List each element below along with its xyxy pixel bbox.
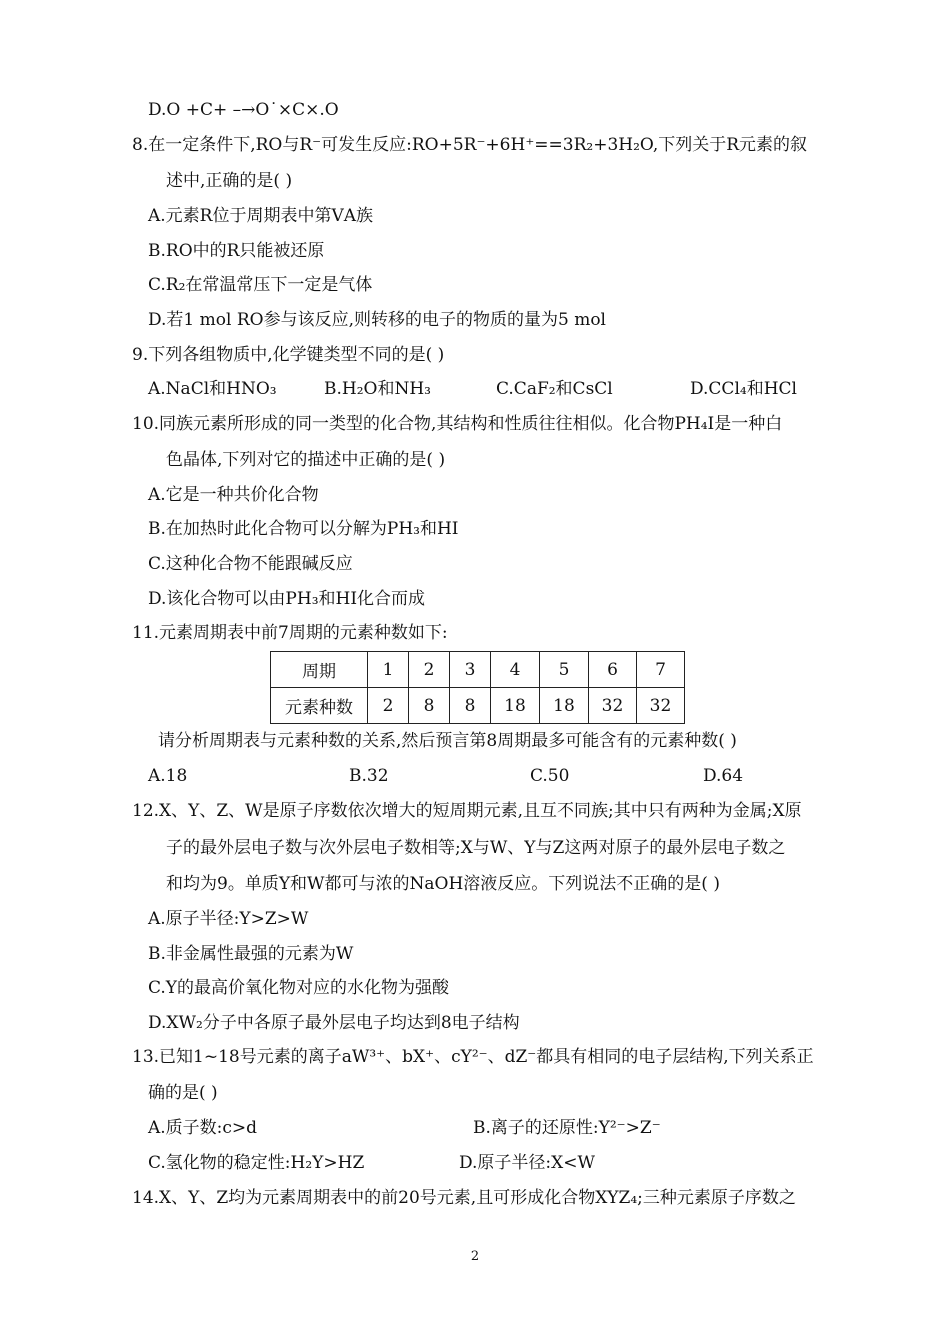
- table-cell: 4: [491, 652, 540, 688]
- q8-stem-cont: 述中,正确的是( ): [166, 171, 293, 191]
- table-cell: 2: [368, 688, 409, 724]
- q13-stem-cont: 确的是( ): [148, 1083, 218, 1103]
- q13-stem: 13.已知1~18号元素的离子aW³⁺、bX⁺、cY²⁻、dZ⁻都具有相同的电子层结构,下列关系正: [132, 1047, 814, 1067]
- q12-option-d: D.XW₂分子中各原子最外层电子均达到8电子结构: [148, 1013, 520, 1033]
- q9-option-b: B.H₂O和NH₃: [324, 379, 431, 399]
- q9-option-c: C.CaF₂和CsCl: [496, 379, 613, 399]
- table-label-count: 元素种数: [271, 688, 368, 724]
- table-cell: 8: [450, 688, 491, 724]
- table-cell: 7: [637, 652, 685, 688]
- q8-option-d: D.若1 mol RO参与该反应,则转移的电子的物质的量为5 mol: [148, 310, 606, 330]
- q10-option-b: B.在加热时此化合物可以分解为PH₃和HI: [148, 519, 459, 539]
- q8-option-c: C.R₂在常温常压下一定是气体: [148, 275, 373, 295]
- q12-stem-cont2: 和均为9。单质Y和W都可与浓的NaOH溶液反应。下列说法不正确的是( ): [166, 874, 720, 894]
- q12-stem: 12.X、Y、Z、W是原子序数依次增大的短周期元素,且互不同族;其中只有两种为金属;X原: [132, 801, 802, 821]
- q10-stem-cont: 色晶体,下列对它的描述中正确的是( ): [166, 450, 446, 470]
- q10-option-d: D.该化合物可以由PH₃和HI化合而成: [148, 589, 426, 609]
- q7-option-d: D.O +C+ –→O˙×C×.O: [148, 100, 339, 120]
- q11-after-text: 请分析周期表与元素种数的关系,然后预言第8周期最多可能含有的元素种数( ): [158, 731, 737, 751]
- q11-option-a: A.18: [148, 766, 188, 786]
- q8-option-a: A.元素R位于周期表中第ⅤA族: [148, 206, 374, 226]
- table-cell: 32: [589, 688, 637, 724]
- table-cell: 3: [450, 652, 491, 688]
- period-element-table: [270, 651, 685, 724]
- table-cell: 32: [637, 688, 685, 724]
- q13-option-b: B.离子的还原性:Y²⁻>Z⁻: [473, 1118, 661, 1138]
- q9-option-a: A.NaCl和HNO₃: [148, 379, 277, 399]
- table-row-periods: [271, 652, 685, 688]
- q11-stem: 11.元素周期表中前7周期的元素种数如下:: [132, 623, 448, 643]
- q11-option-b: B.32: [349, 766, 389, 786]
- q14-stem: 14.X、Y、Z均为元素周期表中的前20号元素,且可形成化合物XYZ₄;三种元素原子序数之: [132, 1188, 796, 1208]
- table-cell: 2: [409, 652, 450, 688]
- table-cell: 18: [491, 688, 540, 724]
- q12-option-a: A.原子半径:Y>Z>W: [148, 909, 309, 929]
- table-cell: 18: [540, 688, 589, 724]
- q12-option-b: B.非金属性最强的元素为W: [148, 944, 354, 964]
- q12-stem-cont: 子的最外层电子数与次外层电子数相等;X与W、Y与Z这两对原子的最外层电子数之: [166, 838, 786, 858]
- q13-option-c: C.氢化物的稳定性:H₂Y>HZ: [148, 1153, 365, 1173]
- q12-option-c: C.Y的最高价氧化物对应的水化物为强酸: [148, 978, 450, 998]
- q10-option-a: A.它是一种共价化合物: [148, 485, 319, 505]
- q11-option-d: D.64: [703, 766, 744, 786]
- q9-stem: 9.下列各组物质中,化学键类型不同的是( ): [132, 345, 445, 365]
- q11-option-c: C.50: [530, 766, 570, 786]
- q10-option-c: C.这种化合物不能跟碱反应: [148, 554, 353, 574]
- q9-option-d: D.CCl₄和HCl: [690, 379, 797, 399]
- table-cell: 1: [368, 652, 409, 688]
- table-label-period: 周期: [271, 652, 368, 688]
- table-cell: 8: [409, 688, 450, 724]
- q8-stem: 8.在一定条件下,RO与R⁻可发生反应:RO+5R⁻+6H⁺==3R₂+3H₂O,下列关于R元素的叙: [132, 135, 808, 155]
- q13-option-a: A.质子数:c>d: [148, 1118, 258, 1138]
- q8-option-b: B.RO中的R只能被还原: [148, 241, 325, 261]
- table-cell: 5: [540, 652, 589, 688]
- table-row-counts: [271, 688, 685, 724]
- page-number: 2: [470, 1249, 480, 1264]
- q13-option-d: D.原子半径:X<W: [459, 1153, 595, 1173]
- q10-stem: 10.同族元素所形成的同一类型的化合物,其结构和性质往往相似。化合物PH₄I是一种白: [132, 414, 783, 434]
- table-cell: 6: [589, 652, 637, 688]
